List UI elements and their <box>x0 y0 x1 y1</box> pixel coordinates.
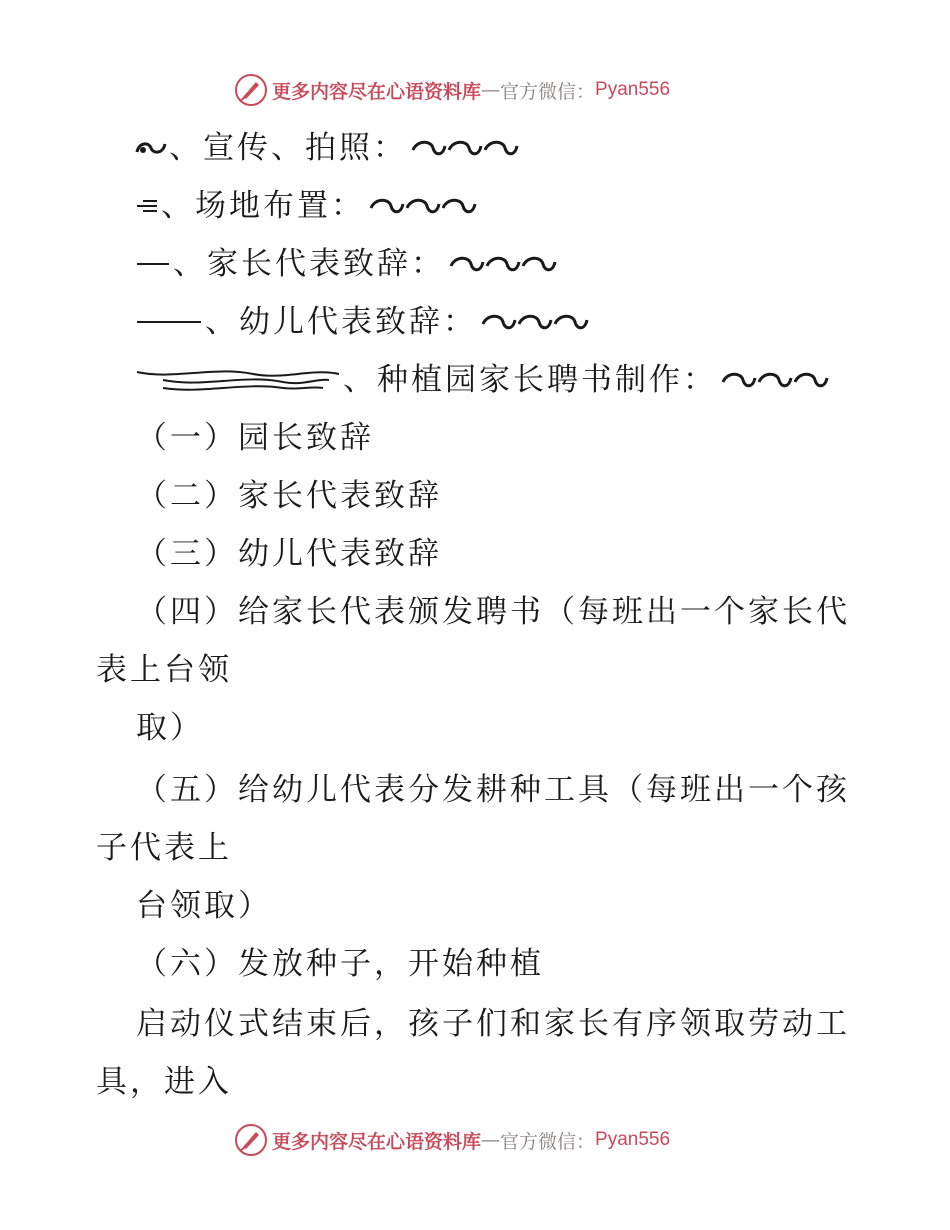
scroll-ornament-icon <box>447 250 559 278</box>
dash-mark-icon <box>133 250 173 278</box>
line-text: 、家长代表致辞： <box>173 246 445 282</box>
line-certificate-award-cont: 表上台领 <box>96 652 232 688</box>
line-certificate-making <box>133 360 831 400</box>
line-child-speech <box>133 302 591 342</box>
footer-watermark <box>234 1123 670 1157</box>
line-parent-speech <box>133 244 559 284</box>
quill-pen-logo-icon <box>234 1123 268 1157</box>
line-after-ceremony-cont: 具，进入 <box>96 1064 232 1100</box>
line-certificate-award-end: 取） <box>136 710 204 746</box>
line-seed-distribution: （六）发放种子，开始种植 <box>136 946 544 982</box>
watermark-wechat-id: Pyan556 <box>595 1129 671 1150</box>
line-publicity <box>133 128 521 168</box>
double-dash-mark-icon <box>133 192 161 220</box>
header-watermark <box>234 73 670 107</box>
line-certificate-award: （四）给家长代表颁发聘书（每班出一个家长代 <box>136 594 850 630</box>
line-parent-speech-item: （二）家长代表致辞 <box>136 478 442 514</box>
watermark-label: 官方微信： <box>500 1130 596 1153</box>
line-text: 、幼儿代表致辞： <box>205 304 477 340</box>
wave-lines-mark-icon <box>133 364 343 396</box>
scroll-ornament-icon <box>719 366 831 394</box>
quill-pen-logo-icon <box>234 73 268 107</box>
line-tool-distribution: （五）给幼儿代表分发耕种工具（每班出一个孩 <box>136 772 850 808</box>
line-director-speech: （一）园长致辞 <box>136 420 374 456</box>
line-text: 、场地布置： <box>161 188 365 224</box>
watermark-dash: — <box>481 1129 501 1151</box>
line-text: 、宣传、拍照： <box>169 130 407 166</box>
watermark-label: 官方微信： <box>500 80 596 103</box>
scroll-ornament-icon <box>409 134 521 162</box>
scroll-ornament-icon <box>479 308 591 336</box>
watermark-brand: 更多内容尽在心语资料库 <box>272 1130 482 1153</box>
line-venue-setup <box>133 186 479 226</box>
scroll-mark-icon <box>133 134 169 162</box>
line-after-ceremony: 启动仪式结束后，孩子们和家长有序领取劳动工 <box>136 1006 850 1042</box>
watermark-wechat-id: Pyan556 <box>595 79 671 100</box>
watermark-dash: — <box>481 79 501 101</box>
line-tool-distribution-cont: 子代表上 <box>96 830 232 866</box>
scroll-ornament-icon <box>367 192 479 220</box>
line-text: 、种植园家长聘书制作： <box>343 362 717 398</box>
watermark-brand: 更多内容尽在心语资料库 <box>272 80 482 103</box>
line-tool-distribution-end: 台领取） <box>136 888 272 924</box>
line-child-speech-item: （三）幼儿代表致辞 <box>136 536 442 572</box>
long-dash-mark-icon <box>133 308 205 336</box>
